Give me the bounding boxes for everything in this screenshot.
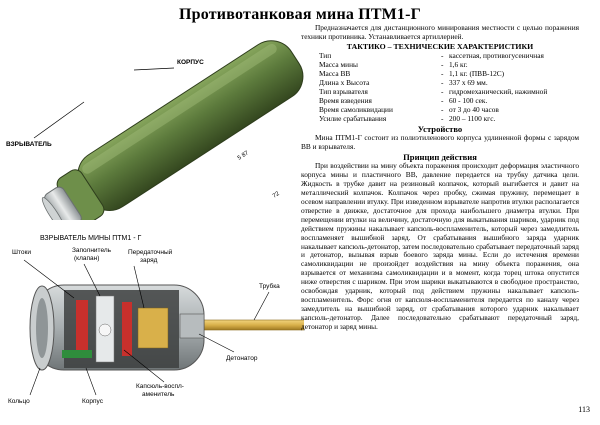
principle-heading: Принцип действия — [403, 151, 477, 162]
spec-row: Время взведения - 60 - 100 сек. — [319, 95, 488, 105]
label-igniter-2: аменитель — [142, 391, 175, 398]
spec-row: Масса ВВ - 1,1 кг. (ПВВ-12С) — [319, 69, 505, 79]
label-filler-1: Заполнитель — [72, 247, 112, 254]
specs-table — [301, 52, 579, 123]
spec-row: Тип - кассетная, противогусеничная — [319, 51, 544, 61]
spec-row: Усилие срабатывания - 200 – 1100 кгс. — [319, 113, 496, 123]
principle-paragraph: При воздействии на мину объекта поражения происходит деформация эластичного корпуса мины и пластичного ВВ, давление передается на трубку датчика цели. Жидкость в трубке давит на резиновый колпачок, который выгибается и давит на металлический колпачок. Колпачок через пробку, сжимая пружину, перемещает в осевом направлении втулку. При изведенном взрывателе напротив втулки располагается отверстие в движке, достаточное для прохода наибольшего диаметра втулки. При перемещении втулки на величину, достаточную для выкатывания шариков, ударник под действием пружины накалывает капсюль-воспламенитель, который через замедлитель воспламеняет вышибной заряд. От срабатывания вышибного заряда ударник накалывает капсюль-детонатор, затем последовательно срабатывает передаточный заряд и детонатор, вызывая взрыв боевого заряда мины. Если до истечения времени самоликвидации не произойдет воздействия на мину объекта поражения, она взрывается от механизма самоликвидации и в момент, когда торец штока опустится ниже отверстия с шариком. При этом шарики выкатываются в свободное пространство, освобождая ударник, который под действием пружины накалывает капсюль-воспламенитель. Форс огня от капсюля-воспламенителя передается по каналу через замедлитель на вышибной заряд, от срабатывания которого ударник накалывает капсюль-детонатор. Далее последовательно срабатывают передаточный заряд, детонатор и заряд мины. — [301, 161, 579, 331]
device-heading: Устройство — [417, 123, 463, 134]
label-ring: Кольцо — [8, 398, 30, 405]
mine-exterior-figure — [4, 30, 304, 220]
label-rods: Штоки — [12, 249, 31, 256]
spec-row: Время самоликвидации - от 3 до 40 часов — [319, 104, 499, 114]
fuze-tube — [199, 320, 304, 330]
label-body: Корпус — [82, 398, 103, 405]
mine-marking-2: 72 — [271, 191, 281, 200]
label-detonator: Детонатор — [226, 355, 258, 362]
label-mine-body: КОРПУС — [177, 59, 204, 66]
mine-body — [33, 32, 304, 220]
spec-row: Длина х Высота - 337 х 69 мм. — [319, 78, 488, 88]
label-transfer-1: Передаточный — [128, 249, 173, 256]
specs-heading: ТАКТИКО – ТЕХНИЧЕСКИЕ ХАРАКТЕРИСТИКИ — [346, 41, 534, 51]
page-number: 113 — [578, 405, 590, 414]
label-tube: Трубка — [259, 283, 280, 290]
mine-marking-1: 5 87 — [236, 150, 250, 162]
intro-paragraph: Предназначается для дистанционного минирования местности с целью поражения техники противника. Устанавливается артиллерией. — [301, 23, 579, 41]
text-column — [301, 24, 579, 332]
spec-row: Тип взрывателя - гидромеханический, нажимной — [319, 86, 548, 96]
page-title: Противотанковая мина ПТМ1-Г — [179, 6, 421, 23]
fuze-cutaway-figure — [4, 230, 304, 415]
label-filler-2: (клапан) — [74, 255, 100, 262]
label-transfer-2: заряд — [140, 257, 158, 264]
label-igniter-1: Капсюль-воспл- — [136, 383, 184, 390]
spec-row: Масса мины - 1,6 кг. — [319, 60, 468, 70]
device-paragraph: Мина ПТМ1-Г состоит из полиэтиленового корпуса удлиненной формы с зарядом ВВ и взрывателя. — [301, 133, 579, 151]
label-mine-fuze: ВЗРЫВАТЕЛЬ — [6, 141, 52, 148]
fuze-caption: ВЗРЫВАТЕЛЬ МИНЫ ПТМ1 - Г — [40, 235, 142, 242]
